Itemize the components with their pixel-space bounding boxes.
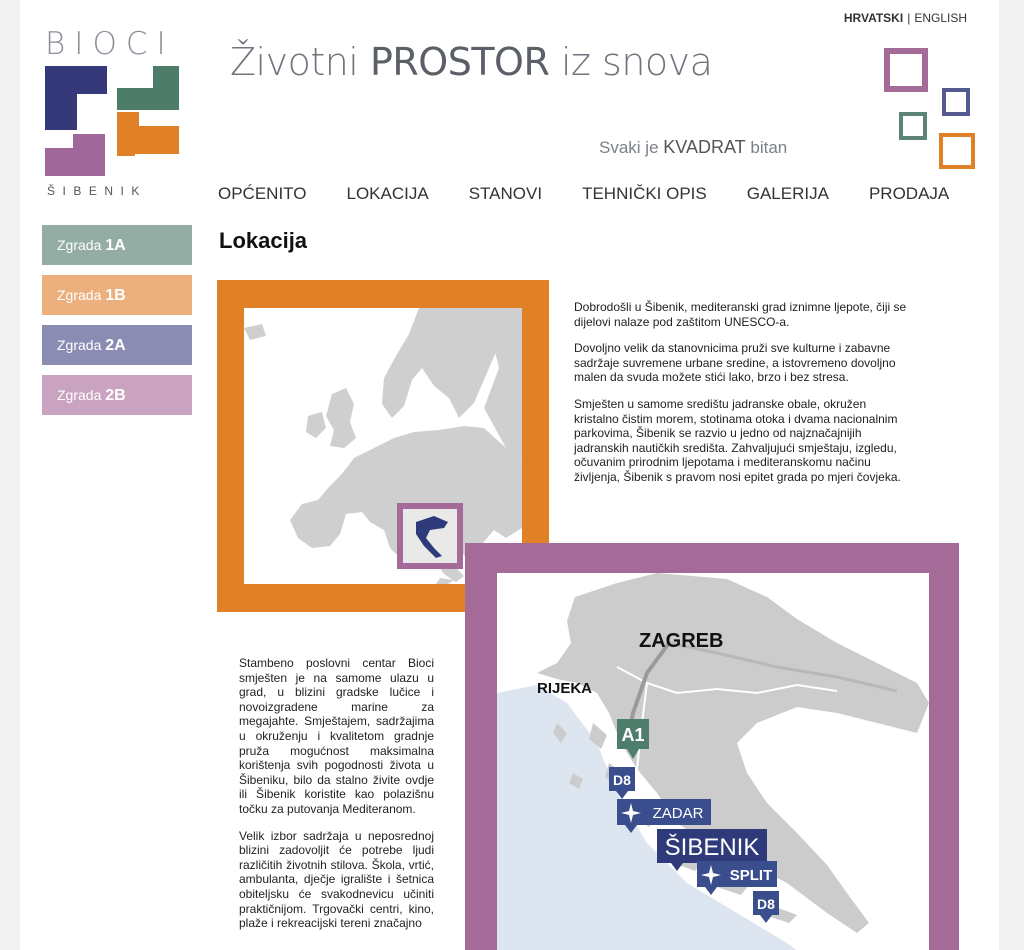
nav-item-lokacija[interactable]: LOKACIJA	[346, 184, 429, 203]
sidebar-item-zgrada-2a[interactable]	[42, 325, 192, 365]
intro-paragraph: Smješten u samome središtu jadranske obale, okružen kristalno čistim morem, stotinama otoka i dvama nacionalnim parkovima, Šibenik se razvio u jedno od najznačajnijih jadranskih nautičkih središta. Zahvaljujući smještaju, izgledu, očuvanim prirodnim ljepotama i mediteranskomu načinu življenja, Šibenik s pravom nosi epitet grada po mjeri čovjeka.	[574, 396, 901, 484]
intro-paragraph: Dovoljno velik da stanovnicima pruži sve kulturne i zabavne sadržaje suvremene urbane sredine, a istovremeno dovoljno malen da svuda možete stići lako, brzo i bez stresa.	[574, 341, 896, 385]
sibenik-label: ŠIBENIK	[664, 834, 760, 861]
logo-city: ŠIBENIK	[47, 184, 147, 198]
logo-wordmark: BIOCI	[45, 26, 175, 62]
sidebar-item-zgrada-1a[interactable]	[42, 225, 192, 265]
lang-separator: |	[907, 11, 911, 25]
lang-hr[interactable]: HRVATSKI	[843, 11, 904, 25]
sidebar-item-zgrada-1b[interactable]	[42, 275, 192, 315]
nav-item-opcenito[interactable]: OPĆENITO	[218, 184, 307, 203]
logo-mark-icon	[45, 66, 185, 181]
tagline-bold: KVADRAT	[663, 137, 746, 157]
d8-top-label: D8	[613, 772, 631, 788]
nav-item-galerija[interactable]: GALERIJA	[746, 184, 829, 203]
sidebar-item-id: 1B	[105, 287, 126, 304]
map-label-zagreb: ZAGREB	[639, 630, 724, 652]
croatia-map	[497, 573, 929, 950]
main-nav	[218, 184, 989, 204]
sidebar-item-prefix: Zgrada	[57, 387, 102, 403]
location-paragraph: Stambeno poslovni centar Bioci smješten je na samome ulazu u grad, u blizini gradske lučice i novoizgradene marine za megajahte. Smještajem, sadržajima u okruženju i kvalitetom gradnje pruža mogućnost maksimalna korištenja svih pogodnosti života u Šibeniku, bilo da stalno živite ovdje ili Šibenik koristite kao polazišnu točku za putovanja Mediteranom.	[239, 656, 434, 816]
sidebar-item-prefix: Zgrada	[57, 237, 102, 253]
tagline	[599, 137, 787, 158]
a1-label: A1	[621, 725, 645, 745]
nav-item-prodaja[interactable]: PRODAJA	[868, 184, 950, 203]
tagline-pre: Svaki je	[599, 138, 659, 157]
intro-paragraph: Dobrodošli u Šibenik, mediteranski grad iznimne ljepote, čiji se dijelovi nalaze pod zaštitom UNESCO-a.	[574, 300, 907, 329]
page-title: Lokacija	[219, 228, 308, 253]
zadar-label: ZADAR	[652, 805, 704, 822]
decorative-squares-icon	[882, 46, 992, 176]
sidebar	[42, 225, 192, 425]
sidebar-item-id: 2A	[105, 337, 126, 354]
intro-text	[574, 300, 914, 497]
sidebar-item-prefix: Zgrada	[57, 287, 102, 303]
logo[interactable]	[45, 26, 185, 201]
headline	[230, 40, 712, 84]
language-switch	[844, 11, 967, 25]
nav-item-tehnicki-opis[interactable]: TEHNIČKI OPIS	[582, 184, 707, 203]
headline-pre: Životni	[230, 40, 359, 84]
croatia-map-icon	[497, 573, 929, 950]
tagline-post: bitan	[750, 138, 788, 157]
lang-en[interactable]: ENGLISH	[914, 11, 967, 25]
location-text	[239, 656, 434, 943]
headline-bold: PROSTOR	[369, 40, 550, 84]
map-label-rijeka: RIJEKA	[537, 680, 593, 697]
page	[20, 0, 999, 950]
sidebar-item-id: 1A	[105, 237, 126, 254]
location-paragraph: Velik izbor sadržaja u neposrednoj blizini zadovoljit će potrebe ljudi različitih životnih stilova. Škola, vrtić, ambulanta, dječje igralište i šetnica obiteljsku će svakodnevicu učiniti praktičnijom. Trgovački centri, kino, plaže i rekreacijski tereni značajno	[239, 828, 434, 931]
headline-post: iz snova	[560, 40, 713, 84]
sidebar-item-id: 2B	[105, 387, 126, 404]
sidebar-item-zgrada-2b[interactable]	[42, 375, 192, 415]
split-label: SPLIT	[729, 867, 773, 884]
sidebar-item-prefix: Zgrada	[57, 337, 102, 353]
nav-item-stanovi[interactable]: STANOVI	[468, 184, 543, 203]
croatia-map-frame	[465, 543, 959, 950]
d8-bottom-label: D8	[757, 896, 775, 912]
